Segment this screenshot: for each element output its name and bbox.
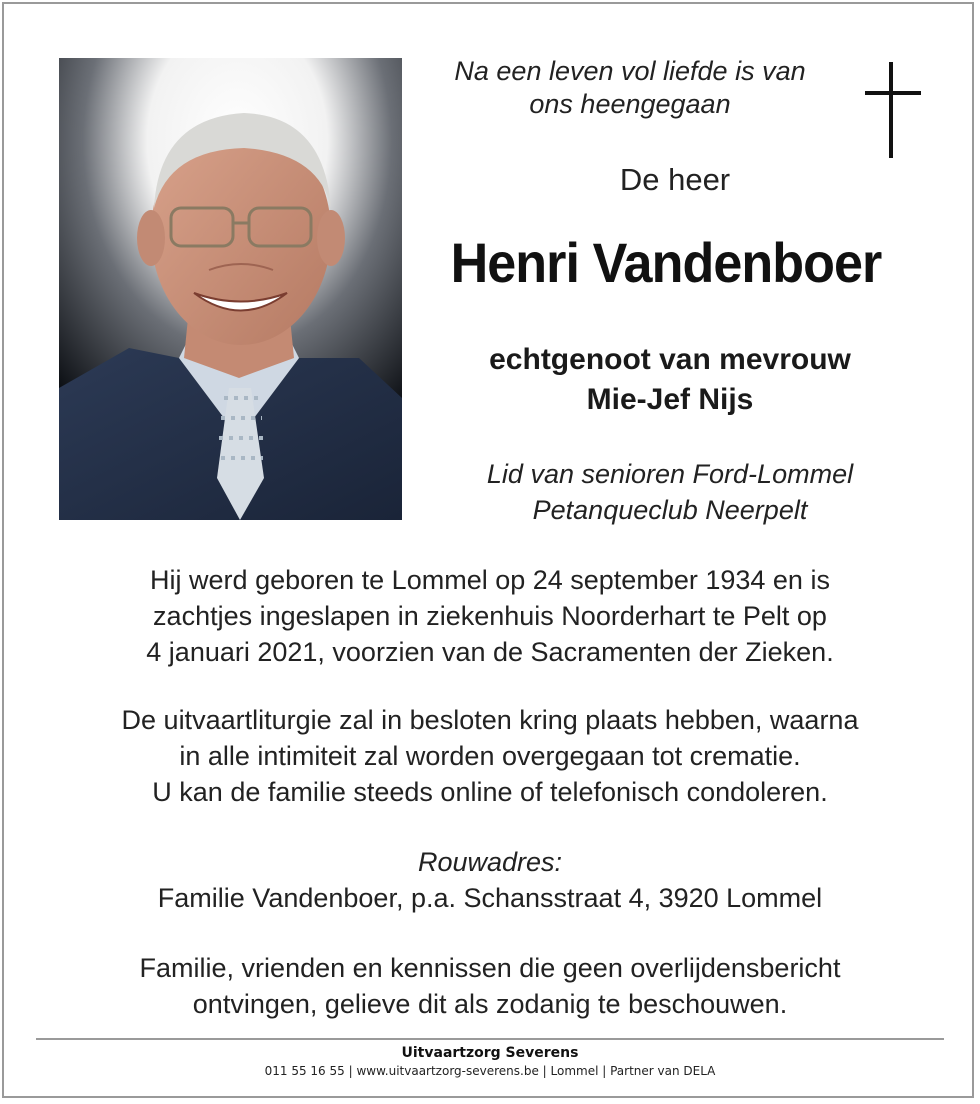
notice-line-1: Familie, vrienden en kennissen die geen overlijdensbericht <box>139 953 841 983</box>
spouse-line-1: echtgenoot van mevrouw <box>489 343 851 376</box>
deceased-name: Henri Vandenboer <box>450 231 882 294</box>
honorific: De heer <box>619 162 731 197</box>
notice-paragraph <box>30 950 950 1022</box>
liturgy-line-3: U kan de familie steeds online of telefonisch condoleren. <box>152 777 828 807</box>
cross-icon <box>862 62 922 160</box>
address-label: Rouwadres: <box>417 847 563 877</box>
notice-line-2: ontvingen, gelieve dit als zodanig te beschouwen. <box>192 989 788 1019</box>
birth-line-3: 4 januari 2021, voorzien van de Sacramenten der Zieken. <box>146 637 834 667</box>
spouse-name: Mie-Jef Nijs <box>586 383 754 416</box>
liturgy-line-1: De uitvaartliturgie zal in besloten kring plaats hebben, waarna <box>121 705 859 735</box>
membership-line-1: Lid van senioren Ford-Lommel <box>486 459 854 489</box>
intro-text <box>405 55 855 121</box>
membership-text <box>420 456 920 528</box>
funeral-home-name: Uitvaartzorg Severens <box>401 1045 579 1061</box>
intro-line-2: ons heengegaan <box>529 89 731 119</box>
funeral-home-contact: 011 55 16 55 | www.uitvaartzorg-severens.be | Lommel | Partner van DELA <box>264 1064 716 1078</box>
liturgy-line-2: in alle intimiteit zal worden overgegaan tot crematie. <box>179 741 801 771</box>
address-value: Familie Vandenboer, p.a. Schansstraat 4, 3920 Lommel <box>157 883 823 913</box>
birth-paragraph <box>30 562 950 670</box>
liturgy-paragraph <box>30 702 950 810</box>
intro-line-1: Na een leven vol liefde is van <box>454 56 806 86</box>
birth-line-2: zachtjes ingeslapen in ziekenhuis Noorderhart te Pelt op <box>153 601 827 631</box>
membership-line-2: Petanqueclub Neerpelt <box>532 495 808 525</box>
birth-line-1: Hij werd geboren te Lommel op 24 september 1934 en is <box>150 565 830 595</box>
portrait-photo <box>59 58 402 520</box>
footer-divider <box>36 1038 944 1040</box>
spouse-text <box>420 340 920 420</box>
